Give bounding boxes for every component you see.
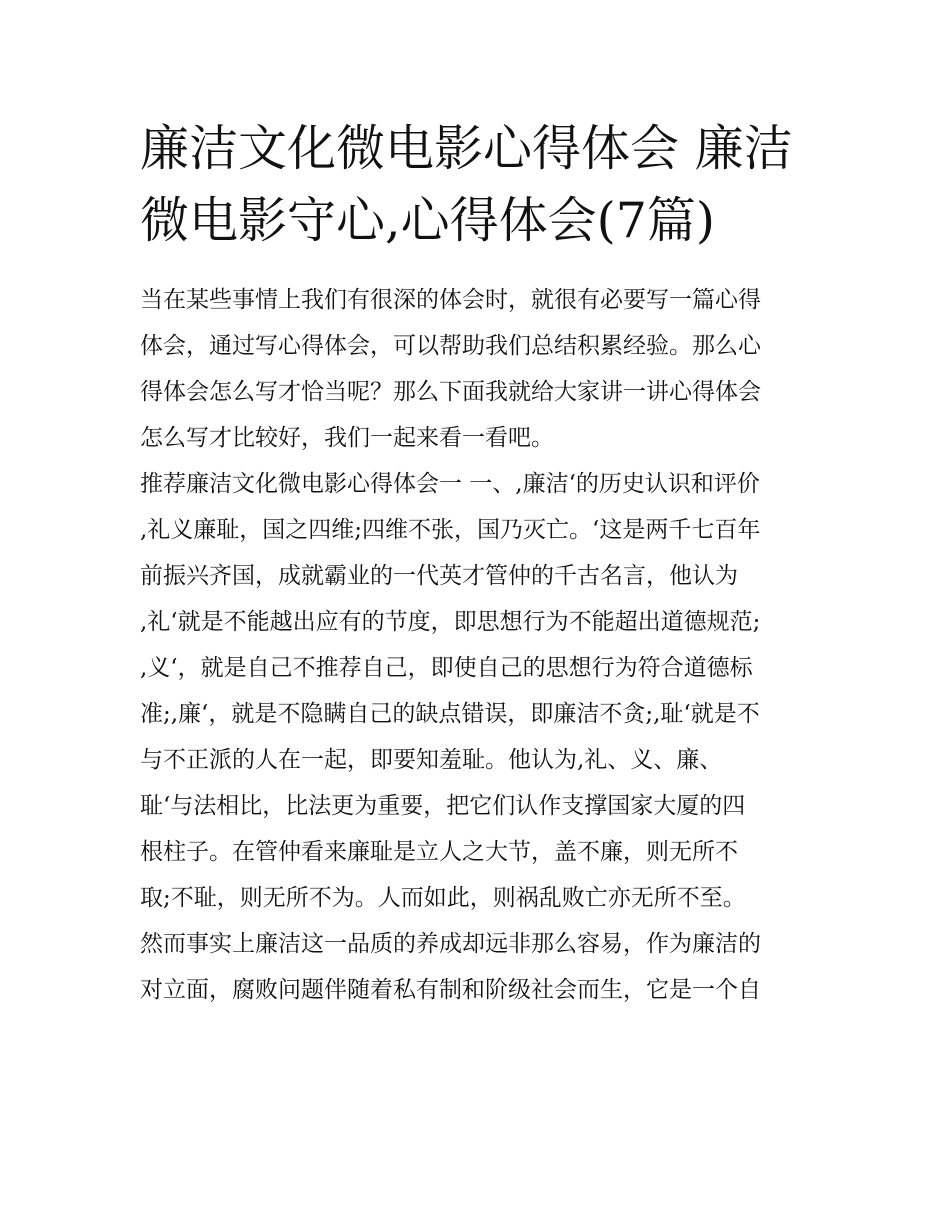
title-line: 微电影守心,心得体会(7篇): [140, 192, 715, 249]
body-line: ,礼义廉耻，国之四维;四维不张，国乃灭亡。‘这是两千七百年: [140, 517, 761, 543]
body-line: 对立面，腐败问题伴随着私有制和阶级社会而生，它是一个自: [140, 977, 761, 1003]
body-line: 得体会怎么写才恰当呢？那么下面我就给大家讲一讲心得体会: [140, 379, 761, 405]
body-line: 然而事实上廉洁这一品质的养成却远非那么容易，作为廉洁的: [140, 931, 761, 957]
body-line: 与不正派的人在一起，即要知羞耻。他认为,礼、义、廉、: [140, 747, 723, 773]
body-line: ,礼‘就是不能越出应有的节度，即思想行为不能超出道德规范;: [140, 609, 761, 635]
body-line: 体会，通过写心得体会，可以帮助我们总结积累经验。那么心: [140, 333, 761, 359]
body-line: 当在某些事情上我们有很深的体会时，就很有必要写一篇心得: [140, 287, 761, 313]
document-title: [140, 113, 820, 257]
body-line: 耻‘与法相比，比法更为重要，把它们认作支撑国家大厦的四: [140, 793, 746, 819]
body-line: ,义‘，就是自己不推荐自己，即使自己的思想行为符合道德标: [140, 655, 753, 681]
body-line: 取;不耻，则无所不为。人而如此，则祸乱败亡亦无所不至。: [140, 885, 746, 911]
body-line: 前振兴齐国，成就霸业的一代英才管仲的千古名言，他认为: [140, 563, 738, 589]
body-line: 根柱子。在管仲看来廉耻是立人之大节，盖不廉，则无所不: [140, 839, 738, 865]
document-body: [140, 277, 830, 1013]
body-line: 准;,廉‘，就是不隐瞒自己的缺点错误，即廉洁不贪;,耻‘就是不: [140, 701, 760, 727]
body-line: 推荐廉洁文化微电影心得体会一 一、,廉洁‘的历史认识和评价: [140, 471, 760, 497]
body-line: 怎么写才比较好，我们一起来看一看吧。: [140, 425, 554, 451]
title-line: 廉洁文化微电影心得体会 廉洁: [140, 120, 793, 177]
